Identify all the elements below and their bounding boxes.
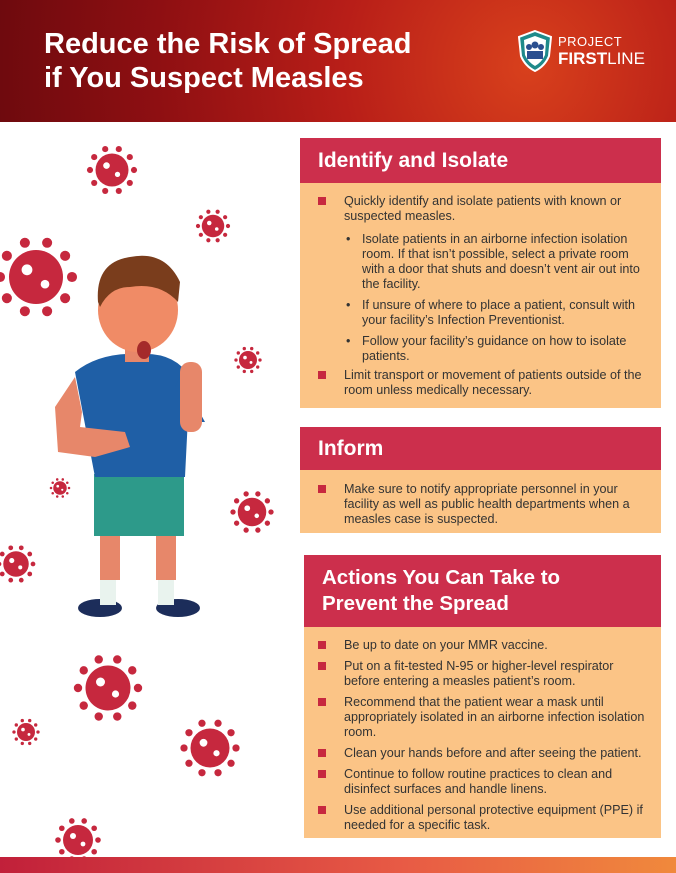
virus-icon (0, 545, 35, 582)
list-item: Be up to date on your MMR vaccine. (318, 638, 645, 653)
list-item: Continue to follow routine practices to clean and disinfect surfaces and handle linens. (318, 767, 645, 797)
inform-header: Inform (300, 427, 661, 470)
virus-icon (50, 478, 71, 498)
virus-icon (0, 238, 77, 317)
virus-icon (87, 146, 137, 194)
footer-strip (0, 857, 676, 873)
identify-isolate-body (300, 183, 661, 408)
virus-icon (74, 655, 142, 720)
list-item: Quickly identify and isolate patients with known or suspected measles. • Isolate patients in an airborne infection isolation room. If that isn’t possible, select a private room with a door that shuts and doesn’t vent air out into the facility. • If unsure of where to place a patient, consult with your facility’s Infection Preventionist. • Follow your facility’s guidance on how to isolate patients. (318, 194, 645, 364)
list-item: Put on a fit-tested N-95 or higher-level respirator before entering a measles patient’s room. (318, 659, 645, 689)
list-item: Clean your hands before and after seeing the patient. (318, 746, 645, 761)
virus-icon (180, 720, 239, 777)
list-item: Limit transport or movement of patients outside of the room unless medically necessary. (318, 368, 645, 398)
list-item: Use additional personal protective equipment (PPE) if needed for a specific task. (318, 803, 645, 833)
measles-illustration (0, 122, 300, 857)
shield-icon (518, 30, 552, 72)
list-item: Recommend that the patient wear a mask until appropriately isolated in an airborne infection isolation room. (318, 695, 645, 740)
list-item: Make sure to notify appropriate personnel in your facility as well as public health departments when a measles case is suspected. (318, 482, 645, 527)
actions-header: Actions You Can Take to Prevent the Spread (304, 555, 661, 627)
virus-icon (234, 347, 261, 373)
virus-icon (230, 491, 273, 532)
inform-body (300, 470, 661, 533)
child-figure (55, 256, 205, 617)
sub-list-item: • Isolate patients in an airborne infection isolation room. If that isn’t possible, select a private room with a door that shuts and doesn’t vent air out into the facility. (346, 232, 640, 291)
actions-body (304, 627, 661, 838)
project-firstline-logo: PROJECT FIRSTLINE (518, 30, 645, 72)
header-banner (0, 0, 676, 122)
page-title: Reduce the Risk of Spread if You Suspect Measles (44, 28, 412, 94)
virus-icon (55, 818, 101, 857)
virus-icon (12, 719, 39, 745)
sub-list-item: • If unsure of where to place a patient, consult with your facility’s Infection Preventionist. (346, 298, 636, 327)
sub-list-item: • Follow your facility’s guidance on how to isolate patients. (346, 334, 627, 363)
virus-icon (196, 210, 230, 243)
identify-isolate-header: Identify and Isolate (300, 138, 661, 183)
